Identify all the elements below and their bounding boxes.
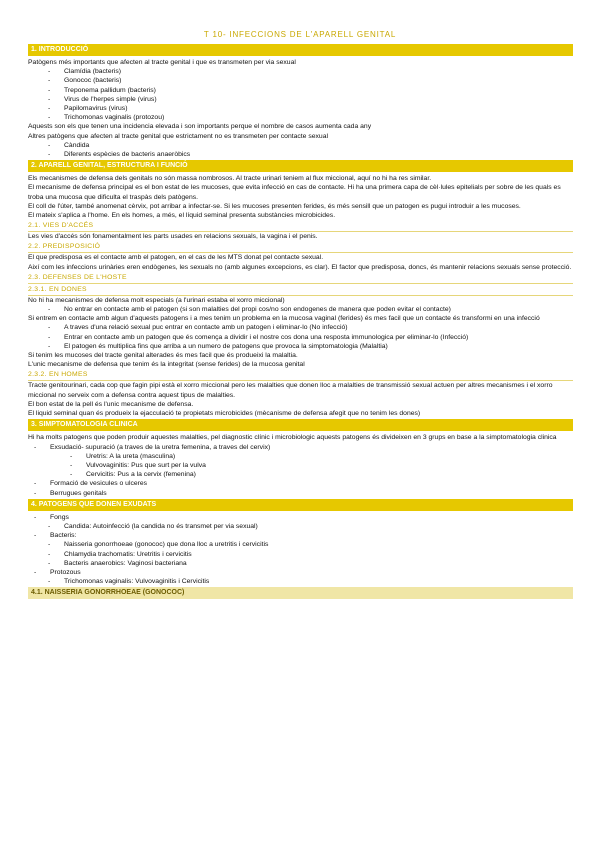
- list-item: - Vulvovaginitis: Pus que surt per la vulva: [28, 461, 573, 470]
- pathogen-sublist: [28, 522, 573, 531]
- paragraph: El mecanisme de defensa principal es el bon estat de les mucoses, que evita infecció en cas de contacte. Hi ha una primera capa de cèl·lules epitelials per sobre de les quals es troba una mucosa que dificulta el traspàs dels patògens.: [28, 184, 561, 201]
- document-title: T 10- INFECCIONS DE L'APARELL GENITAL: [203, 30, 397, 39]
- section-heading-aparell-genital: 2. APARELL GENITAL, ESTRUCTURA I FUNCIÓ: [28, 160, 573, 172]
- pathogen-group-list: [28, 568, 573, 577]
- list-item: - Uretris: A la ureta (masculina): [28, 452, 573, 461]
- list-item: - Protozous: [28, 568, 573, 577]
- paragraph: Tracte genitourinari, cada cop que fagin pipi està el xorro miccional pero les malalties que donen lloc a malalties de transmissió sexual actuen per altres mecanismes i el xorro miccional no serveix com a defensa contra aquest tipus de malalties.: [28, 382, 553, 399]
- list-item: - Clamídia (bacteris): [28, 67, 573, 76]
- paragraph: Els mecanismes de defensa dels genitals no són massa nombrosos. Al tracte urinari teniem al flux miccional, aquí no hi ha res similar.: [28, 175, 432, 183]
- paragraph: El que predisposa es el contacte amb el patogen, en el cas de les MTS donat pel contacte sexual.: [28, 254, 324, 262]
- subheading-defenses-hoste: 2.3. DEFENSES DE L'HOSTE: [28, 273, 573, 284]
- list-item: - Bacteris anaerobics: Vaginosi bacteriana: [28, 559, 573, 568]
- defense-list: [28, 305, 573, 314]
- paragraph: Les vies d'accés són fonamentalment les parts usades en relacions sexuals, la vagina i el penis.: [28, 233, 318, 241]
- list-item: - Papilomavirus (virus): [28, 104, 573, 113]
- paragraph: Aquests son els que tenen una incidencia elevada i son importants perque el nombre de casos aumenta cada any: [28, 123, 372, 131]
- list-item: - Càndida: [28, 141, 573, 150]
- subheading-vies-acces: 2.1. VIES D'ACCÉS: [28, 221, 573, 232]
- list-item: - Bacteris:: [28, 531, 573, 540]
- list-item: - Naisseria gonorrhoeae (gonococ) que dona lloc a uretritis i cervicitis: [28, 540, 573, 549]
- paragraph: El coll de l'úter, també anomenat cèrvix, pot arribar a infectar-se. Si les mucoses presenten ferides, és més sensill que un patogen es pugui introduir a les mucoses.: [28, 202, 521, 210]
- symptom-group-list: [28, 479, 573, 497]
- paragraph: Així com les infeccions urinàries eren endògenes, les sexuals no (amb algunes excepcions, es clar). El factor que predisposa, doncs, és mantenir relacions sexuals sense protecció.: [28, 263, 572, 271]
- pathogen-list: [28, 141, 573, 159]
- list-item: - Trichomonas vaginalis: Vulvovaginitis i Cervicitis: [28, 577, 573, 586]
- pathogen-sublist: [28, 540, 573, 568]
- list-item: - El patogen és multiplica fins que arriba a un numero de patogens que provoca la simptomatologia (Malaltia): [28, 342, 573, 351]
- section-heading-patogens-exudats: 4. PATOGENS QUE DONEN EXUDATS: [28, 499, 573, 511]
- symptom-group-list: [28, 443, 573, 452]
- list-item: - Treponema pallidum (bacteris): [28, 86, 573, 95]
- list-item: - Virus de l'herpes simple (virus): [28, 95, 573, 104]
- subheading-naisseria-gonorrhoeae: 4.1. NAISSERIA GONORRHOEAE (GONOCOC): [28, 587, 573, 599]
- list-item: - Trichomonas vaginalis (protozou): [28, 113, 573, 122]
- list-item: - Exsudació- supuració (a traves de la uretra femenina, a traves del cervix): [28, 443, 573, 452]
- list-item: - No entrar en contacte amb el patogen (si son malalties del propi cos/no son endogenes de manera que poden evitar el contacte): [28, 305, 573, 314]
- paragraph: Patògens més importants que afecten al tracte genital i que es transmeten per via sexual: [28, 59, 296, 66]
- paragraph: No hi ha mecanismes de defensa molt especials (a l'urinari estaba el xorro miccional): [28, 296, 285, 304]
- list-item: - Candida: Autoinfecció (la candida no és transmet per via sexual): [28, 522, 573, 531]
- pathogen-group-list: [28, 513, 573, 522]
- paragraph: L'unic mecanisme de defensa que tenim és la integritat (sense ferides) de la mucosa genital: [28, 361, 305, 369]
- pathogen-list: [28, 67, 573, 122]
- pathogen-sublist: [28, 577, 573, 586]
- document-body: [28, 43, 573, 601]
- section-heading-introduccio: 1. INTRODUCCIÓ: [28, 44, 573, 56]
- list-item: - Formació de vesicules o ulceres: [28, 479, 573, 488]
- list-item: - Diferents espècies de bacteris anaeròbics: [28, 150, 573, 159]
- subheading-en-dones: 2.3.1. EN DONES: [28, 285, 573, 296]
- subheading-en-homes: 2.3.2. EN HOMES: [28, 370, 573, 381]
- paragraph: El mateix s'aplica a l'home. En els homes, a més, el líquid seminal presenta substàncies microbicides.: [28, 212, 336, 220]
- list-item: - Fongs: [28, 513, 573, 522]
- list-item: - A traves d'una relació sexual puc entrar en contacte amb un patogen i eliminar-lo (No infecció): [28, 323, 573, 332]
- section-heading-simptomatologia: 3. SIMPTOMATOLOGIA CLINICA: [28, 419, 573, 431]
- list-item: - Chlamydia trachomatis: Uretritis i cervicitis: [28, 550, 573, 559]
- paragraph: El liquid seminal quan és produeix la ejacculació te propietats microbicides (mècanisme de defensa afegit que no tenim les dones): [28, 410, 421, 418]
- paragraph: Si entrem en contacte amb algun d'aquests patogens i a mes tenim un problema en la mucosa vaginal (ferides) és mes facil que un contacte és transformi en una infecció: [28, 315, 540, 323]
- paragraph: El bon estat de la pell és l'unic mecanisme de defensa.: [28, 400, 194, 408]
- list-item: - Cervicitis: Pus a la cervix (femenina): [28, 470, 573, 479]
- paragraph: Altres patògens que afecten al tracte genital que estrictament no es transmeten per contacte sexual: [28, 132, 328, 140]
- infection-stage-list: [28, 323, 573, 351]
- symptom-sublist: [28, 452, 573, 480]
- list-item: - Berrugues genitals: [28, 489, 573, 498]
- list-item: - Entrar en contacte amb un patogen que és comença a dividir i el nostre cos dona una resposta immunologica per eliminar-lo (Infecció): [28, 333, 573, 342]
- pathogen-group-list: [28, 531, 573, 540]
- paragraph: Si tenim les mucoses del tracte genital alterades és mes facil que és produeixi la malaltia.: [28, 352, 298, 360]
- subheading-predisposicio: 2.2. PREDISPOSICIÓ: [28, 242, 573, 253]
- list-item: - Gonococ (bacteris): [28, 76, 573, 85]
- paragraph: Hi ha molts patogens que poden produir aquestes malalties, pel diagnostic clínic i microbiologic aquests patogens és divideixen en 3 grups en base a la simptomatologia clinica: [28, 434, 557, 442]
